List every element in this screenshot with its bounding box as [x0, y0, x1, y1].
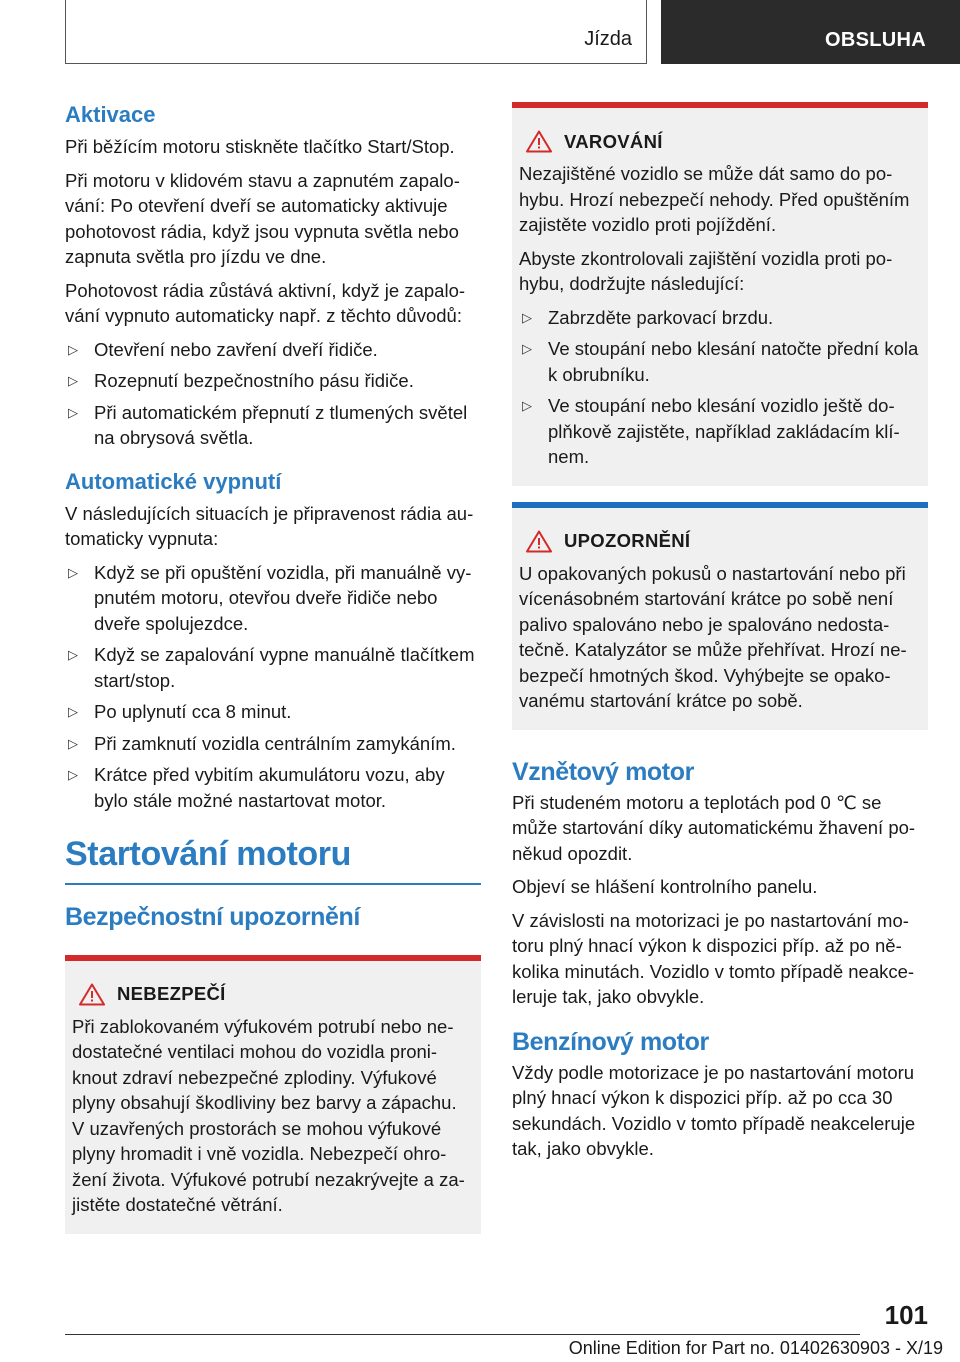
list-item: ▷ Krátce před vybitím akumulátoru vozu, aby bylo stále možné nastartovat motor.: [68, 764, 445, 811]
diesel-heading: Vznětový motor: [512, 757, 694, 786]
list-item: ▷ Po uplynutí cca 8 minut.: [65, 699, 481, 725]
list-item: ▷ Při automatickém přepnutí z tlumených světel na obrysová světla.: [68, 401, 468, 448]
list-item: ▷ Otevření nebo zavření dveří řidiče.: [65, 337, 481, 363]
auto-off-heading: Automatické vypnutí: [65, 468, 282, 494]
warning-triangle-icon: [519, 530, 559, 553]
warning-text: Nezajištěné vozidlo se může dát samo do pohybu. Hrozí nebezpečí nehody. Před opuštěním zajistěte vozidlo proti pojíždění.: [519, 163, 910, 235]
warning-text: Abyste zkontrolovali zajištění vozidla proti pohybu, dodržujte následující:: [519, 247, 893, 294]
footer-edition: Online Edition for Part no. 01402630903 - X/19: [568, 1338, 943, 1358]
triangle-bullet-icon: ▷: [68, 404, 78, 420]
list-item: ▷ Ve stoupání nebo klesání natočte přední kola k obrubníku.: [522, 338, 919, 385]
chapter-title: Startování motoru: [65, 835, 352, 873]
triangle-bullet-icon: ▷: [68, 341, 78, 357]
warning-list: [519, 305, 920, 470]
safety-heading: Bezpečnostní upozornění: [65, 902, 360, 931]
triangle-bullet-icon: ▷: [522, 398, 532, 413]
list-item: ▷ Ve stoupání nebo klesání vozidlo ještě doplňkově zajistěte, například zakládacím klínem.: [522, 395, 900, 467]
triangle-bullet-icon: ▷: [522, 341, 532, 356]
notice-text: U opakovaných pokusů o nastartování nebo při vícenásobném startování krátce po sobě není palivo spalováno nebo je spalováno nedostatečně. Katalyzátor se může přehřívat. Hrozí nebezpečí hmotných škod. Vyhýbejte se opakovanému startování krátce po sobě.: [519, 562, 907, 711]
page-number: 101: [884, 1300, 928, 1330]
aktivace-paragraph: Pohotovost rádia zůstává aktivní, když je zapalování vypnuto automaticky např. z těchto důvodů:: [65, 279, 466, 326]
danger-box-header: [72, 983, 473, 1006]
list-item: ▷ Když se při opuštění vozidla, při manuálně vypnutém motoru, otevřou dveře řidiče nebo dveře spolujezdce.: [68, 561, 472, 634]
diesel-paragraph: V závislosti na motorizaci je po nastartování motoru plný hnací výkon k dispozici příp. až po několika minutách. Vozidlo v tomto případě neakceleruje tak, jako obvykle.: [512, 909, 915, 1007]
list-item: ▷ Zabrzděte parkovací brzdu.: [519, 305, 920, 331]
danger-box: [65, 955, 481, 1234]
header-section-title: Jízda: [584, 28, 632, 50]
list-item: ▷ Rozepnutí bezpečnostního pásu řidiče.: [65, 368, 481, 394]
list-item: ▷ Při zamknutí vozidla centrálním zamykáním.: [65, 731, 481, 757]
danger-label: NEBEZPEČÍ: [117, 983, 226, 1004]
warning-label: VAROVÁNÍ: [564, 130, 663, 152]
warning-box-header: [519, 130, 920, 153]
triangle-bullet-icon: ▷: [68, 735, 78, 751]
chapter-divider: [65, 883, 481, 885]
aktivace-paragraph: Při běžícím motoru stiskněte tlačítko Start/Stop.: [65, 136, 455, 157]
header-chapter-tab: [661, 0, 960, 64]
aktivace-paragraph: Při motoru v klidovém stavu a zapnutém zapalování: Po otevření dveří se automaticky aktivuje pohotovost rádia, když jsou vypnuta světla nebo zapnuta světla pro jízdu ve dne.: [65, 169, 460, 267]
auto-off-list: [65, 560, 481, 814]
right-column: [512, 102, 928, 1170]
triangle-bullet-icon: ▷: [68, 704, 78, 719]
notice-box: [512, 502, 928, 730]
footer-divider: [65, 1334, 860, 1335]
auto-off-paragraph: V následujících situacích je připravenost rádia automaticky vypnuta:: [65, 502, 474, 549]
triangle-bullet-icon: ▷: [68, 564, 78, 580]
notice-label: UPOZORNĚNÍ: [564, 530, 691, 551]
triangle-bullet-icon: ▷: [68, 767, 78, 782]
warning-triangle-icon: [72, 983, 112, 1006]
warning-triangle-icon: [519, 130, 559, 153]
diesel-paragraph: Při studeném motoru a teplotách pod 0 ℃ se může startování díky automatickému žhavení poněkud opozdit.: [512, 791, 916, 864]
list-item: ▷ Když se zapalování vypne manuálně tlačítkem start/stop.: [68, 644, 475, 691]
aktivace-list: [65, 337, 481, 451]
diesel-paragraph: Objeví se hlášení kontrolního panelu.: [512, 876, 818, 897]
triangle-bullet-icon: ▷: [522, 309, 532, 325]
danger-text: Při zablokovaném výfukovém potrubí nebo nedostatečné ventilaci mohou do vozidla proniknout zdraví nebezpečné zplodiny. Výfukové plyny obsahují škodliviny bez barvy a zápachu. V uzavřených prostorách se mohou výfukové plyny hromadit i vně vozidla. Nebezpečí ohrožení života. Výfukové potrubí nezakrývejte a zajistěte dostatečné větrání.: [72, 1015, 465, 1215]
aktivace-heading: Aktivace: [65, 102, 156, 127]
triangle-bullet-icon: ▷: [68, 373, 78, 388]
warning-box: [512, 102, 928, 486]
petrol-paragraph: Vždy podle motorizace je po nastartování motoru plný hnací výkon k dispozici příp. až po cca 30 sekundách. Vozidlo v tomto případě neakceleruje tak, jako obvykle.: [512, 1061, 916, 1159]
petrol-heading: Benzínový motor: [512, 1027, 709, 1056]
header-section-box: [65, 0, 647, 64]
header-chapter-label: OBSLUHA: [825, 29, 926, 51]
notice-box-header: [519, 530, 920, 553]
left-column: [65, 100, 481, 1234]
triangle-bullet-icon: ▷: [68, 647, 78, 662]
